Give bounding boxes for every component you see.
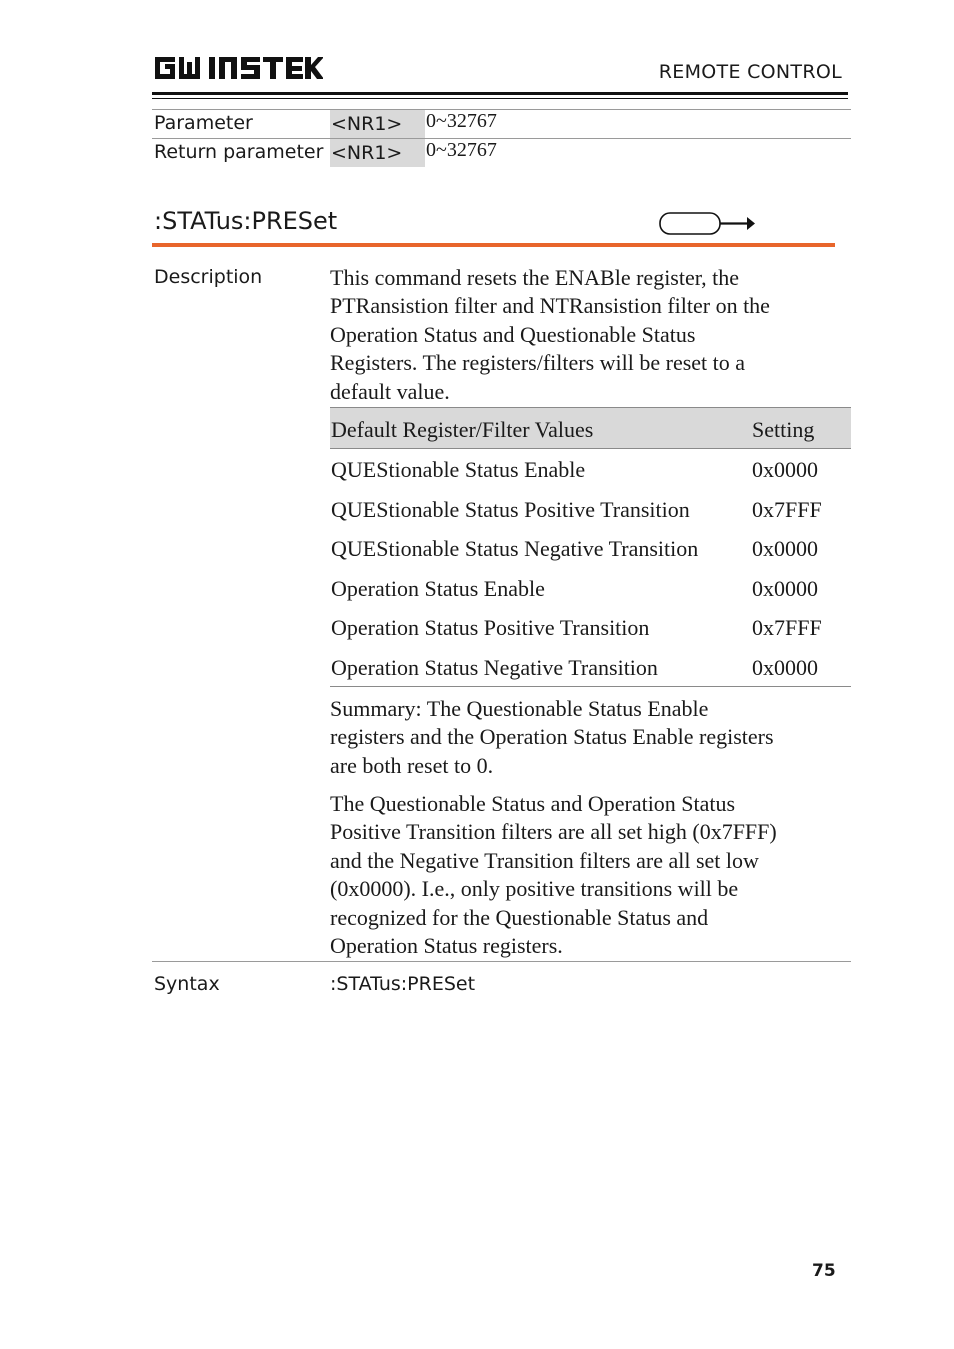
description-line: This command resets the ENABle register, the [330,265,740,290]
return-parameter-type: <NR1> [330,139,425,167]
return-parameter-row [152,138,851,167]
description-line: PTRansistion filter and NTRansistion filter on the [330,293,770,319]
description-line: Operation Status and Questionable Status [330,321,696,347]
parameter-label: Parameter [154,112,253,134]
defaults-table-row-name: Operation Status Positive Transition [331,615,650,640]
description-line: Registers. The registers/filters will be reset to a [330,350,746,376]
defaults-table-row-name: Operation Status Enable [331,576,545,601]
header-rule-thin [152,98,848,99]
summary-text [330,695,774,780]
defaults-table-row-setting: 0x0000 [752,536,818,561]
parameter-row [152,109,851,138]
note-line: and the Negative Transition filters are all set low [330,847,759,873]
description-text [330,264,770,406]
defaults-table-row-setting: 0x7FFF [752,497,822,522]
note-line: recognized for the Questionable Status and [330,904,709,930]
syntax-section-rule [152,961,851,962]
defaults-table-row-name: QUEStionable Status Positive Transition [331,497,690,522]
defaults-table-row-name: QUEStionable Status Enable [331,457,586,482]
defaults-table-bottom-rule [330,686,851,687]
defaults-table-header-setting: Setting [752,417,815,442]
syntax-value: :STATus:PRESet [330,973,476,995]
note-line: Positive Transition filters are all set high (0x7FFF) [330,819,777,845]
command-heading: :STATus:PRESet [154,207,338,235]
command-heading-rule [152,243,835,247]
header-rule-thick [152,92,848,95]
note-line: (0x0000). I.e., only positive transitions will be [330,876,739,902]
transition-note-text [330,790,777,960]
parameter-type: <NR1> [330,110,425,138]
description-line: default value. [330,378,450,404]
page-number: 75 [812,1261,836,1281]
defaults-table-row-setting: 0x0000 [752,457,818,482]
summary-line: are both reset to 0. [330,752,494,778]
defaults-table-row-setting: 0x7FFF [752,615,822,640]
note-line: The Questionable Status and Operation Status [330,791,736,816]
defaults-table-row-name: QUEStionable Status Negative Transition [331,536,699,561]
return-parameter-label: Return parameter [154,141,324,163]
defaults-table-row-name: Operation Status Negative Transition [331,655,658,680]
syntax-label: Syntax [154,973,220,995]
summary-line: Summary: The Questionable Status Enable [330,696,709,721]
note-line: Operation Status registers. [330,933,563,959]
section-title: REMOTE CONTROL [658,61,842,83]
defaults-table-row-setting: 0x0000 [752,576,818,601]
return-parameter-range: 0~32767 [426,139,497,161]
gw-instek-logo [153,53,323,83]
set-command-arrow-icon [659,211,759,237]
defaults-table-header-values: Default Register/Filter Values [331,417,594,442]
summary-line: registers and the Operation Status Enable registers [330,724,774,750]
defaults-table-row-setting: 0x0000 [752,655,818,680]
description-label: Description [154,266,263,288]
parameter-range: 0~32767 [426,110,497,132]
